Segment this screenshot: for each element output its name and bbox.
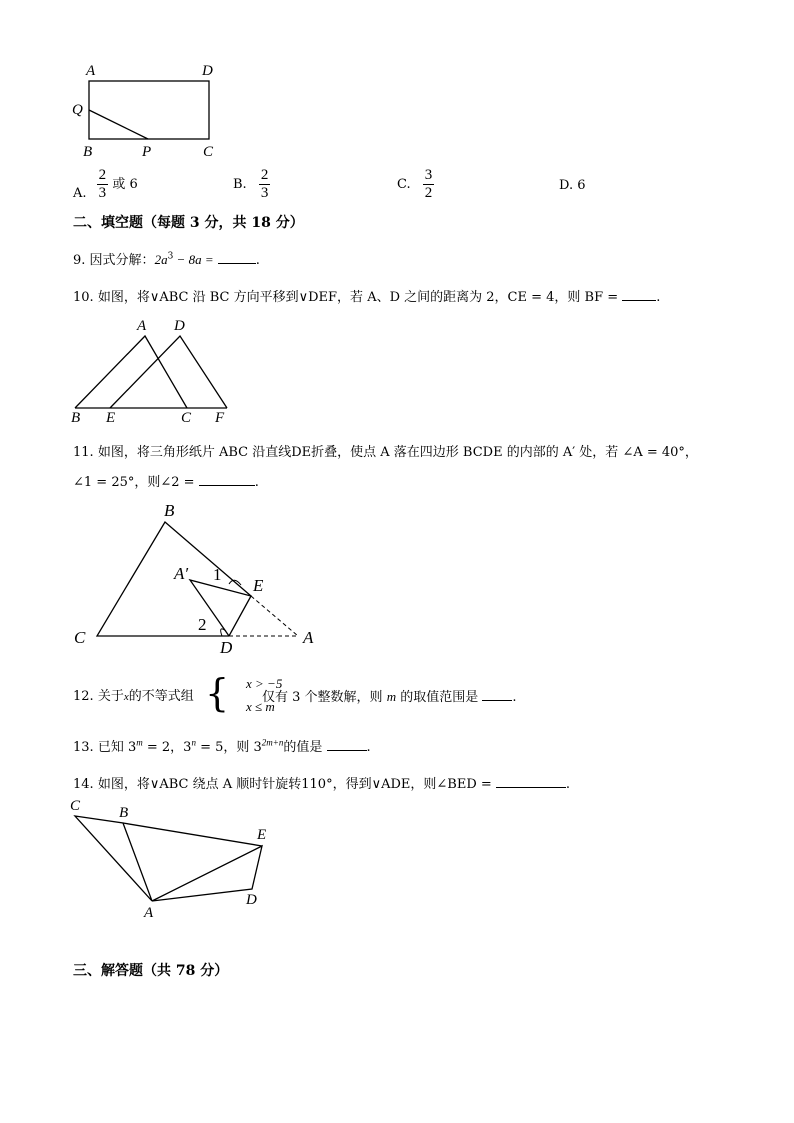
label-b: B <box>83 144 93 160</box>
section-2-title: 二、填空题（每题 3 分，共 18 分） <box>73 215 304 231</box>
q12-period: . <box>512 690 517 705</box>
q10-period: . <box>656 290 661 305</box>
q14-label-d: D <box>246 892 257 908</box>
q12-brace-icon: { <box>205 671 230 715</box>
option-c-numerator: 3 <box>424 167 433 183</box>
q14-period: . <box>565 777 571 792</box>
q10-label-e: E <box>106 410 116 426</box>
option-a-numerator: 2 <box>98 167 107 183</box>
option-b-letter: B. <box>233 177 247 192</box>
q14-label-a: A <box>144 905 154 921</box>
label-p: P <box>142 144 152 160</box>
q14-label-e: E <box>257 827 267 843</box>
q10-text: 如图，将∨ABC 沿 BC 方向平移到∨DEF，若 A、D 之间的距离为 2，CE = 4，则 BF = <box>97 290 619 305</box>
option-d-letter: D. 6 <box>559 178 586 193</box>
q9-text: 因式分解： <box>89 253 155 268</box>
q12-ineq2: x ≤ m <box>246 699 275 714</box>
q12-end: 的取值范围是 <box>400 690 479 705</box>
q12-mid: 的不等式组 <box>128 689 194 704</box>
q13-end: 的值是 <box>283 740 323 755</box>
label-q: Q <box>72 102 83 118</box>
q14-triangle-abc <box>75 816 152 901</box>
q13-sup-m: m <box>136 737 143 748</box>
label-d: D <box>202 63 213 79</box>
section-3-title: 三、解答题（共 78 分） <box>73 963 229 979</box>
q11-label-angle-2: 2 <box>198 615 207 634</box>
q10-label-d: D <box>174 318 185 334</box>
option-a-letter: A. <box>73 186 87 201</box>
q13-sup-n: n <box>191 737 196 748</box>
label-a: A <box>86 63 96 79</box>
q11-label-d: D <box>220 638 233 657</box>
q9-expr-b: − 8a = <box>173 252 214 267</box>
q14-text: 如图，将∨ABC 绕点 A 顺时针旋转110°，得到∨ADE，则∠BED = <box>97 777 492 792</box>
q12-post: 仅有 3 个整数解，则 <box>262 690 383 705</box>
q14-label-b: B <box>119 805 129 821</box>
q9-number: 9. <box>73 253 86 268</box>
q11-label-b: B <box>164 501 175 520</box>
q10-label-b: B <box>71 410 81 426</box>
q10-label-c: C <box>181 410 192 426</box>
q13-pre: 已知 3 <box>97 740 137 755</box>
option-c-denominator: 2 <box>424 185 433 201</box>
option-c-letter: C. <box>397 177 411 192</box>
q11-label-e: E <box>253 576 264 595</box>
q12-var-x: x <box>123 691 129 703</box>
q11-period: . <box>254 475 259 490</box>
q11-label-angle-1: 1 <box>213 565 222 584</box>
option-b-denominator: 3 <box>260 185 269 201</box>
q11-label-c: C <box>74 628 86 647</box>
q13-sup-exp: 2m+n <box>261 737 284 748</box>
q11-label-a: A <box>303 628 314 647</box>
q14-segment-be <box>123 823 262 846</box>
q12-var-m: m <box>386 689 397 704</box>
q11-label-a-prime: A′ <box>174 564 189 583</box>
q11-line1: 如图，将三角形纸片 ABC 沿直线DE折叠，使点 A 落在四边形 BCDE 的内部的 A′ 处，若 ∠A = 40°， <box>97 445 698 460</box>
q9-period: . <box>255 253 260 268</box>
q9-expr-a: 2a <box>154 252 168 267</box>
q13-number: 13. <box>73 740 94 755</box>
q10-number: 10. <box>73 290 94 305</box>
q11-number: 11. <box>73 445 94 460</box>
option-b-numerator: 2 <box>260 167 269 183</box>
q13-mid1: = 2，3 <box>142 740 192 755</box>
q11-line2: ∠1 = 25°，则∠2 = <box>73 475 195 490</box>
q9-exponent: 3 <box>167 251 174 262</box>
q13-mid2: = 5，则 3 <box>195 740 262 755</box>
q12-number: 12. <box>73 689 94 704</box>
q10-label-a: A <box>137 318 147 334</box>
q12-ineq1: x > −5 <box>246 676 283 691</box>
q13-period: . <box>366 740 371 755</box>
q14-label-c: C <box>70 798 81 814</box>
q14-number: 14. <box>73 777 94 792</box>
q12-pre: 关于 <box>97 689 124 704</box>
q10-label-f: F <box>215 410 225 426</box>
option-a-tail: 或 6 <box>112 177 138 192</box>
label-c: C <box>203 144 214 160</box>
option-a-denominator: 3 <box>98 185 107 201</box>
